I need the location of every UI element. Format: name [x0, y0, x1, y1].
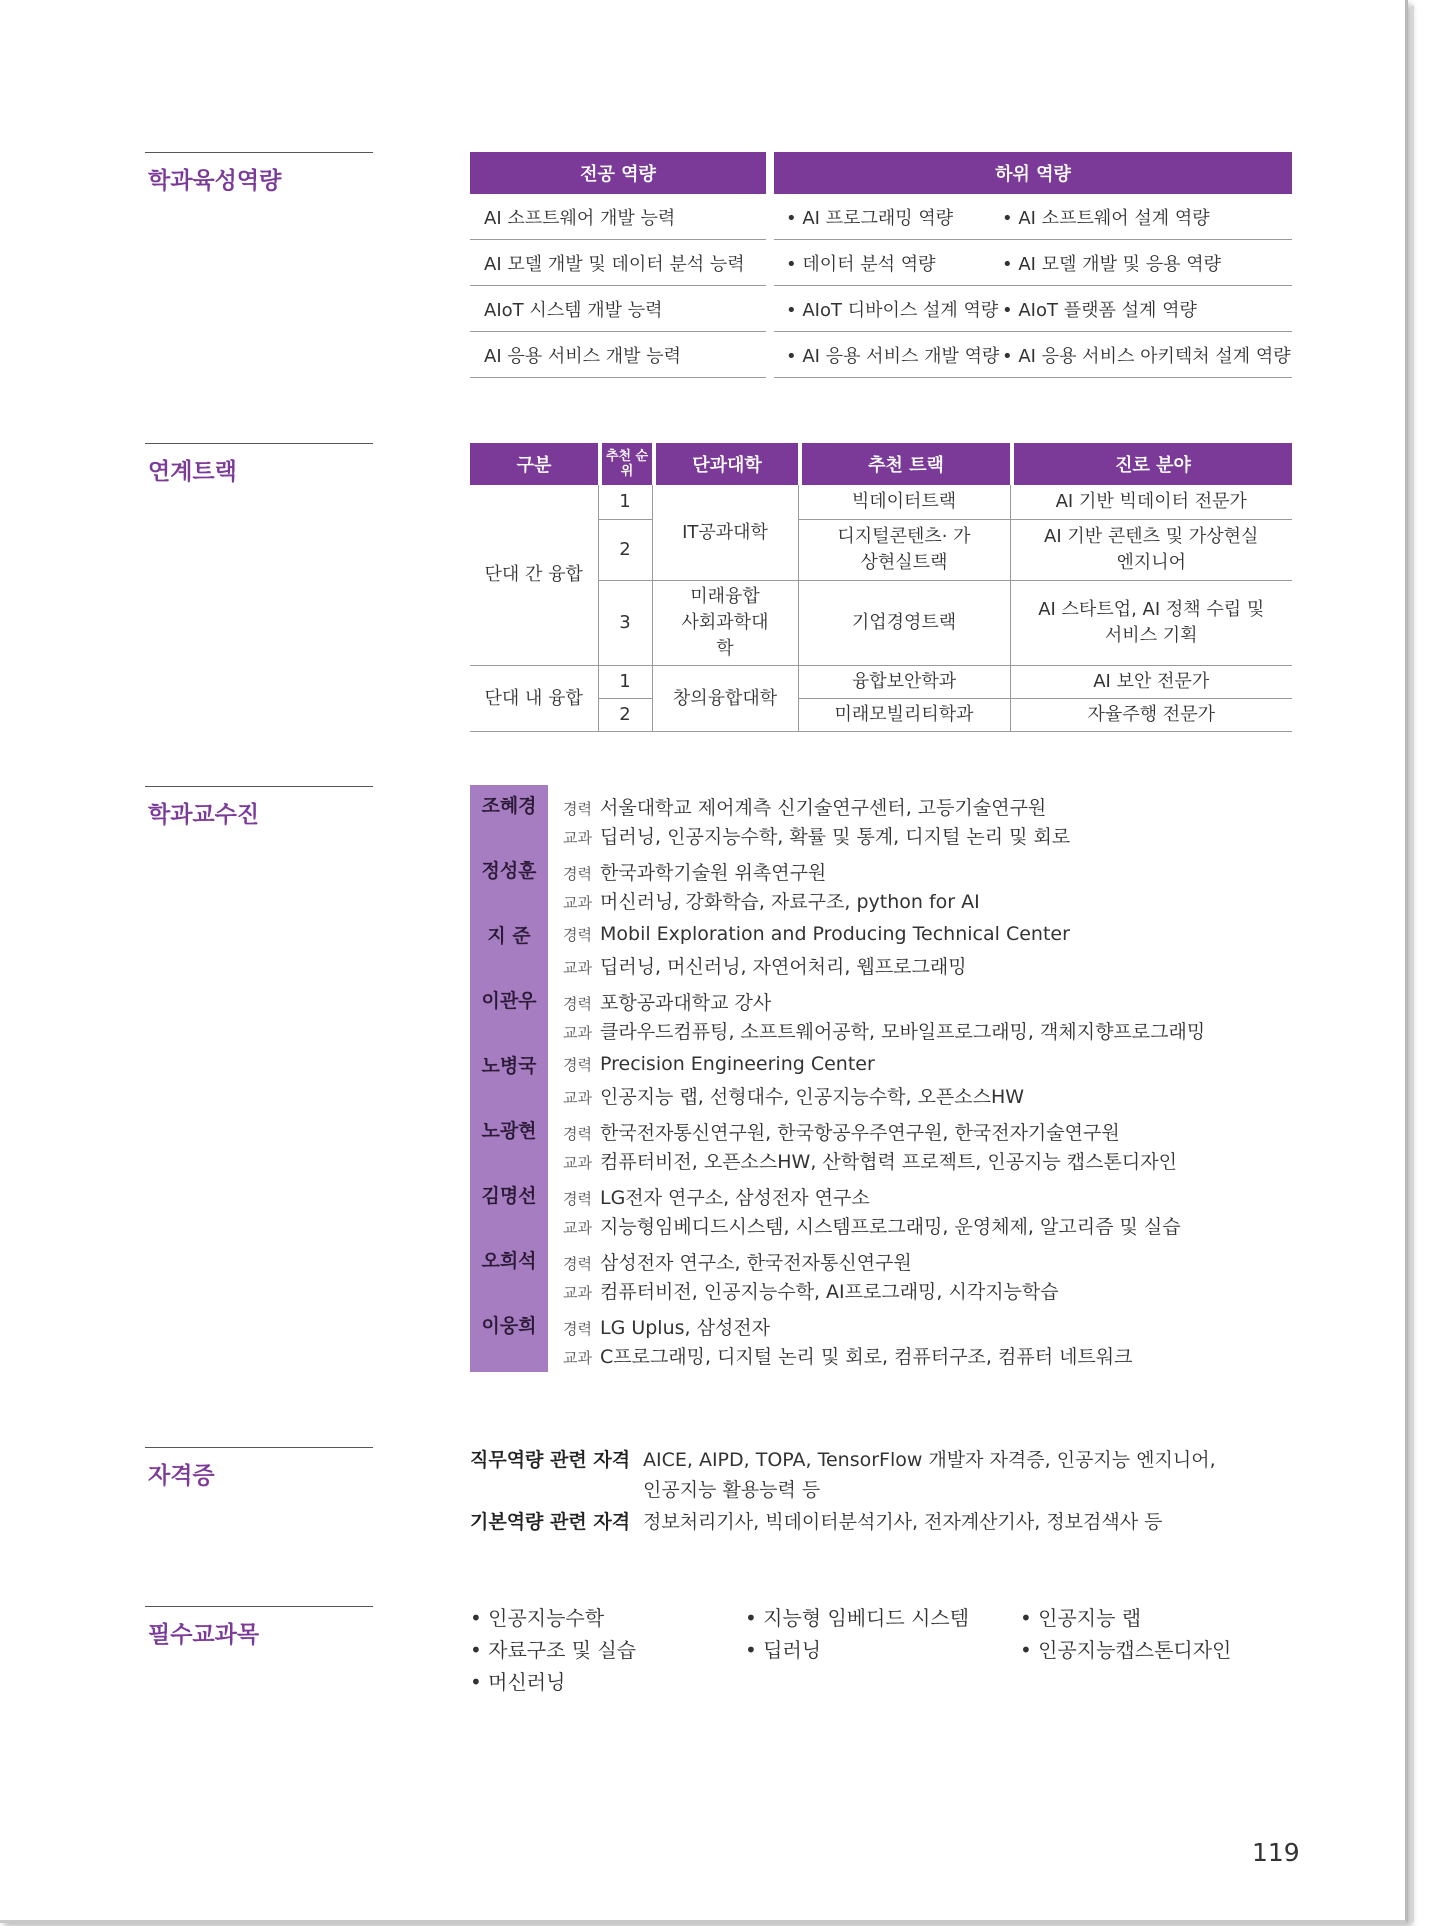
faculty-career-line — [563, 1183, 870, 1210]
faculty-courses-line — [563, 1147, 1177, 1174]
faculty-name: 노광현 — [481, 1120, 537, 1142]
career-label: 경력 — [563, 1190, 592, 1208]
faculty-name: 정성훈 — [481, 860, 537, 882]
faculty-career-line — [563, 1118, 1120, 1145]
rank-cell: 1 — [598, 485, 652, 520]
course-label: 교과 — [563, 1349, 592, 1367]
course-label: 교과 — [563, 1154, 592, 1172]
faculty-career-line — [563, 988, 771, 1015]
table-row — [470, 240, 1292, 286]
faculty-courses-line — [563, 1342, 1133, 1369]
faculty-name: 이웅희 — [481, 1315, 537, 1337]
rank-cell: 3 — [598, 581, 652, 666]
career-cell: AI 스타트업, AI 정책 수립 및 서비스 기획 — [1010, 581, 1292, 666]
career-label: 경력 — [563, 926, 592, 944]
track-table — [470, 443, 1292, 732]
cert-basic-label: 기본역량 관련 자격 — [470, 1511, 631, 1533]
course-label: 교과 — [563, 1024, 592, 1042]
track-cell: 융합보안학과 — [798, 666, 1010, 699]
faculty-courses: 컴퓨터비전, 인공지능수학, AI프로그래밍, 시각지능학습 — [599, 1281, 1059, 1303]
faculty-career: 한국과학기술원 위촉연구원 — [599, 862, 827, 884]
major-competency: AI 소프트웨어 개발 능력 — [470, 194, 766, 240]
course-label: 교과 — [563, 1219, 592, 1237]
college-cell: IT공과대학 — [652, 485, 798, 581]
faculty-courses: 머신러닝, 강화학습, 자료구조, python for AI — [599, 891, 980, 913]
faculty-career-line — [563, 923, 1070, 945]
faculty-name: 노병국 — [481, 1055, 537, 1077]
section-divider — [145, 1447, 373, 1448]
faculty-career-line — [563, 1248, 912, 1275]
required-course: • 인공지능 랩 — [1020, 1606, 1142, 1630]
header-sub-competency: 하위 역량 — [774, 152, 1292, 194]
track-cell: 디지털콘텐츠· 가상현실트랙 — [798, 520, 1010, 581]
career-label: 경력 — [563, 1125, 592, 1143]
category-cell: 단대 내 융합 — [470, 666, 598, 732]
section-title-tracks: 연계트랙 — [148, 459, 237, 485]
required-course: • 인공지능수학 — [470, 1606, 605, 1630]
header-track: 추천 트랙 — [802, 443, 1010, 485]
faculty-courses: 컴퓨터비전, 오픈소스HW, 산학협력 프로젝트, 인공지능 캡스톤디자인 — [599, 1151, 1177, 1173]
faculty-courses-line — [563, 952, 967, 979]
header-rank: 추천 순위 — [602, 443, 652, 485]
header-major-competency: 전공 역량 — [470, 152, 766, 194]
course-label: 교과 — [563, 1284, 592, 1302]
section-title-competency: 학과육성역량 — [148, 168, 282, 194]
faculty-career-line — [563, 1313, 770, 1340]
section-title-required: 필수교과목 — [148, 1622, 260, 1648]
faculty-career: 포항공과대학교 강사 — [599, 992, 772, 1014]
header-career: 진로 분야 — [1014, 443, 1292, 485]
header-category: 구분 — [470, 443, 598, 485]
faculty-career: 서울대학교 제어계측 신기술연구센터, 고등기술연구원 — [599, 797, 1047, 819]
faculty-career: LG Uplus, 삼성전자 — [599, 1317, 771, 1339]
table-row — [470, 332, 1292, 378]
rank-cell: 2 — [598, 520, 652, 581]
faculty-name: 이관우 — [481, 990, 537, 1012]
faculty-name: 조혜경 — [481, 795, 537, 817]
faculty-career: Precision Engineering Center — [599, 1053, 875, 1075]
major-competency: AI 모델 개발 및 데이터 분석 능력 — [470, 240, 766, 286]
career-label: 경력 — [563, 995, 592, 1013]
faculty-career: Mobil Exploration and Producing Technical Center — [599, 923, 1070, 945]
page-edge — [1411, 6, 1414, 1922]
cert-job-line1: AICE, AIPD, TOPA, TensorFlow 개발자 자격증, 인공지능 엔지니어, — [643, 1449, 1216, 1471]
table-row — [470, 194, 1292, 240]
college-cell: 창의융합대학 — [652, 666, 798, 732]
faculty-career: 삼성전자 연구소, 한국전자통신연구원 — [599, 1252, 912, 1274]
required-course: • 딥러닝 — [745, 1638, 822, 1662]
cert-job-line2: 인공지능 활용능력 등 — [643, 1479, 821, 1501]
course-label: 교과 — [563, 1089, 592, 1107]
header-college: 단과대학 — [656, 443, 798, 485]
sub-competency: • AI 모델 개발 및 응용 역량 — [1002, 240, 1292, 286]
cert-basic-line: 정보처리기사, 빅데이터분석기사, 전자계산기사, 정보검색사 등 — [643, 1511, 1163, 1533]
faculty-name: 지 준 — [487, 925, 531, 947]
section-divider — [145, 443, 373, 444]
faculty-career-line — [563, 1053, 875, 1075]
faculty-courses-line — [563, 822, 1070, 849]
career-cell: 자율주행 전문가 — [1010, 699, 1292, 732]
faculty-courses-line — [563, 1212, 1181, 1239]
faculty-courses: 딥러닝, 인공지능수학, 확률 및 통계, 디지털 논리 및 회로 — [599, 826, 1071, 848]
section-divider — [145, 786, 373, 787]
major-competency: AI 응용 서비스 개발 능력 — [470, 332, 766, 378]
table-row — [470, 286, 1292, 332]
faculty-career: 한국전자통신연구원, 한국항공우주연구원, 한국전자기술연구원 — [599, 1122, 1120, 1144]
major-competency: AIoT 시스템 개발 능력 — [470, 286, 766, 332]
competency-table — [470, 152, 1292, 378]
faculty-courses-line — [563, 1277, 1059, 1304]
career-cell: AI 기반 콘텐츠 및 가상현실 엔지니어 — [1010, 520, 1292, 581]
sub-competency: • AI 프로그래밍 역량 — [774, 194, 1002, 240]
sub-competency: • AI 응용 서비스 개발 역량 — [774, 332, 1002, 378]
section-title-faculty: 학과교수진 — [148, 802, 260, 828]
track-cell: 빅데이터트랙 — [798, 485, 1010, 520]
faculty-courses: 지능형임베디드시스템, 시스템프로그래밍, 운영체제, 알고리즘 및 실습 — [599, 1216, 1181, 1238]
faculty-courses: 인공지능 랩, 선형대수, 인공지능수학, 오픈소스HW — [599, 1086, 1025, 1108]
rank-cell: 2 — [598, 699, 652, 732]
sub-competency: • AIoT 플랫폼 설계 역량 — [1002, 286, 1292, 332]
sub-competency: • AI 소프트웨어 설계 역량 — [1002, 194, 1292, 240]
career-label: 경력 — [563, 1320, 592, 1338]
faculty-career-line — [563, 793, 1046, 820]
rank-cell: 1 — [598, 666, 652, 699]
faculty-courses-line — [563, 1082, 1024, 1109]
sub-competency: • AIoT 디바이스 설계 역량 — [774, 286, 1002, 332]
career-label: 경력 — [563, 800, 592, 818]
required-course: • 자료구조 및 실습 — [470, 1638, 637, 1662]
sub-competency: • AI 응용 서비스 아키텍처 설계 역량 — [1002, 332, 1292, 378]
faculty-career-line — [563, 858, 826, 885]
faculty-courses-line — [563, 1017, 1205, 1044]
faculty-courses: 클라우드컴퓨팅, 소프트웨어공학, 모바일프로그래밍, 객체지향프로그래밍 — [599, 1021, 1206, 1043]
required-course: • 인공지능캡스톤디자인 — [1020, 1638, 1232, 1662]
faculty-name: 김명선 — [481, 1185, 537, 1207]
college-cell: 미래융합 사회과학대학 — [652, 581, 798, 666]
track-cell: 기업경영트랙 — [798, 581, 1010, 666]
career-cell: AI 보안 전문가 — [1010, 666, 1292, 699]
faculty-courses: 딥러닝, 머신러닝, 자연어처리, 웹프로그래밍 — [599, 956, 967, 978]
faculty-courses: C프로그래밍, 디지털 논리 및 회로, 컴퓨터구조, 컴퓨터 네트워크 — [599, 1346, 1133, 1368]
track-cell: 미래모빌리티학과 — [798, 699, 1010, 732]
career-label: 경력 — [563, 1056, 592, 1074]
required-course: • 머신러닝 — [470, 1670, 566, 1694]
page-number: 119 — [1252, 1838, 1300, 1867]
course-label: 교과 — [563, 894, 592, 912]
required-course: • 지능형 임베디드 시스템 — [745, 1606, 970, 1630]
course-label: 교과 — [563, 829, 592, 847]
career-label: 경력 — [563, 1255, 592, 1273]
faculty-name: 오희석 — [481, 1250, 537, 1272]
section-divider — [145, 1606, 373, 1607]
course-label: 교과 — [563, 959, 592, 977]
sub-competency: • 데이터 분석 역량 — [774, 240, 1002, 286]
category-cell: 단대 간 융합 — [470, 485, 598, 666]
faculty-courses-line — [563, 887, 980, 914]
cert-job-label: 직무역량 관련 자격 — [470, 1449, 631, 1471]
career-label: 경력 — [563, 865, 592, 883]
faculty-career: LG전자 연구소, 삼성전자 연구소 — [599, 1187, 870, 1209]
section-title-certs: 자격증 — [148, 1463, 215, 1489]
career-cell: AI 기반 빅데이터 전문가 — [1010, 485, 1292, 520]
section-divider — [145, 152, 373, 153]
